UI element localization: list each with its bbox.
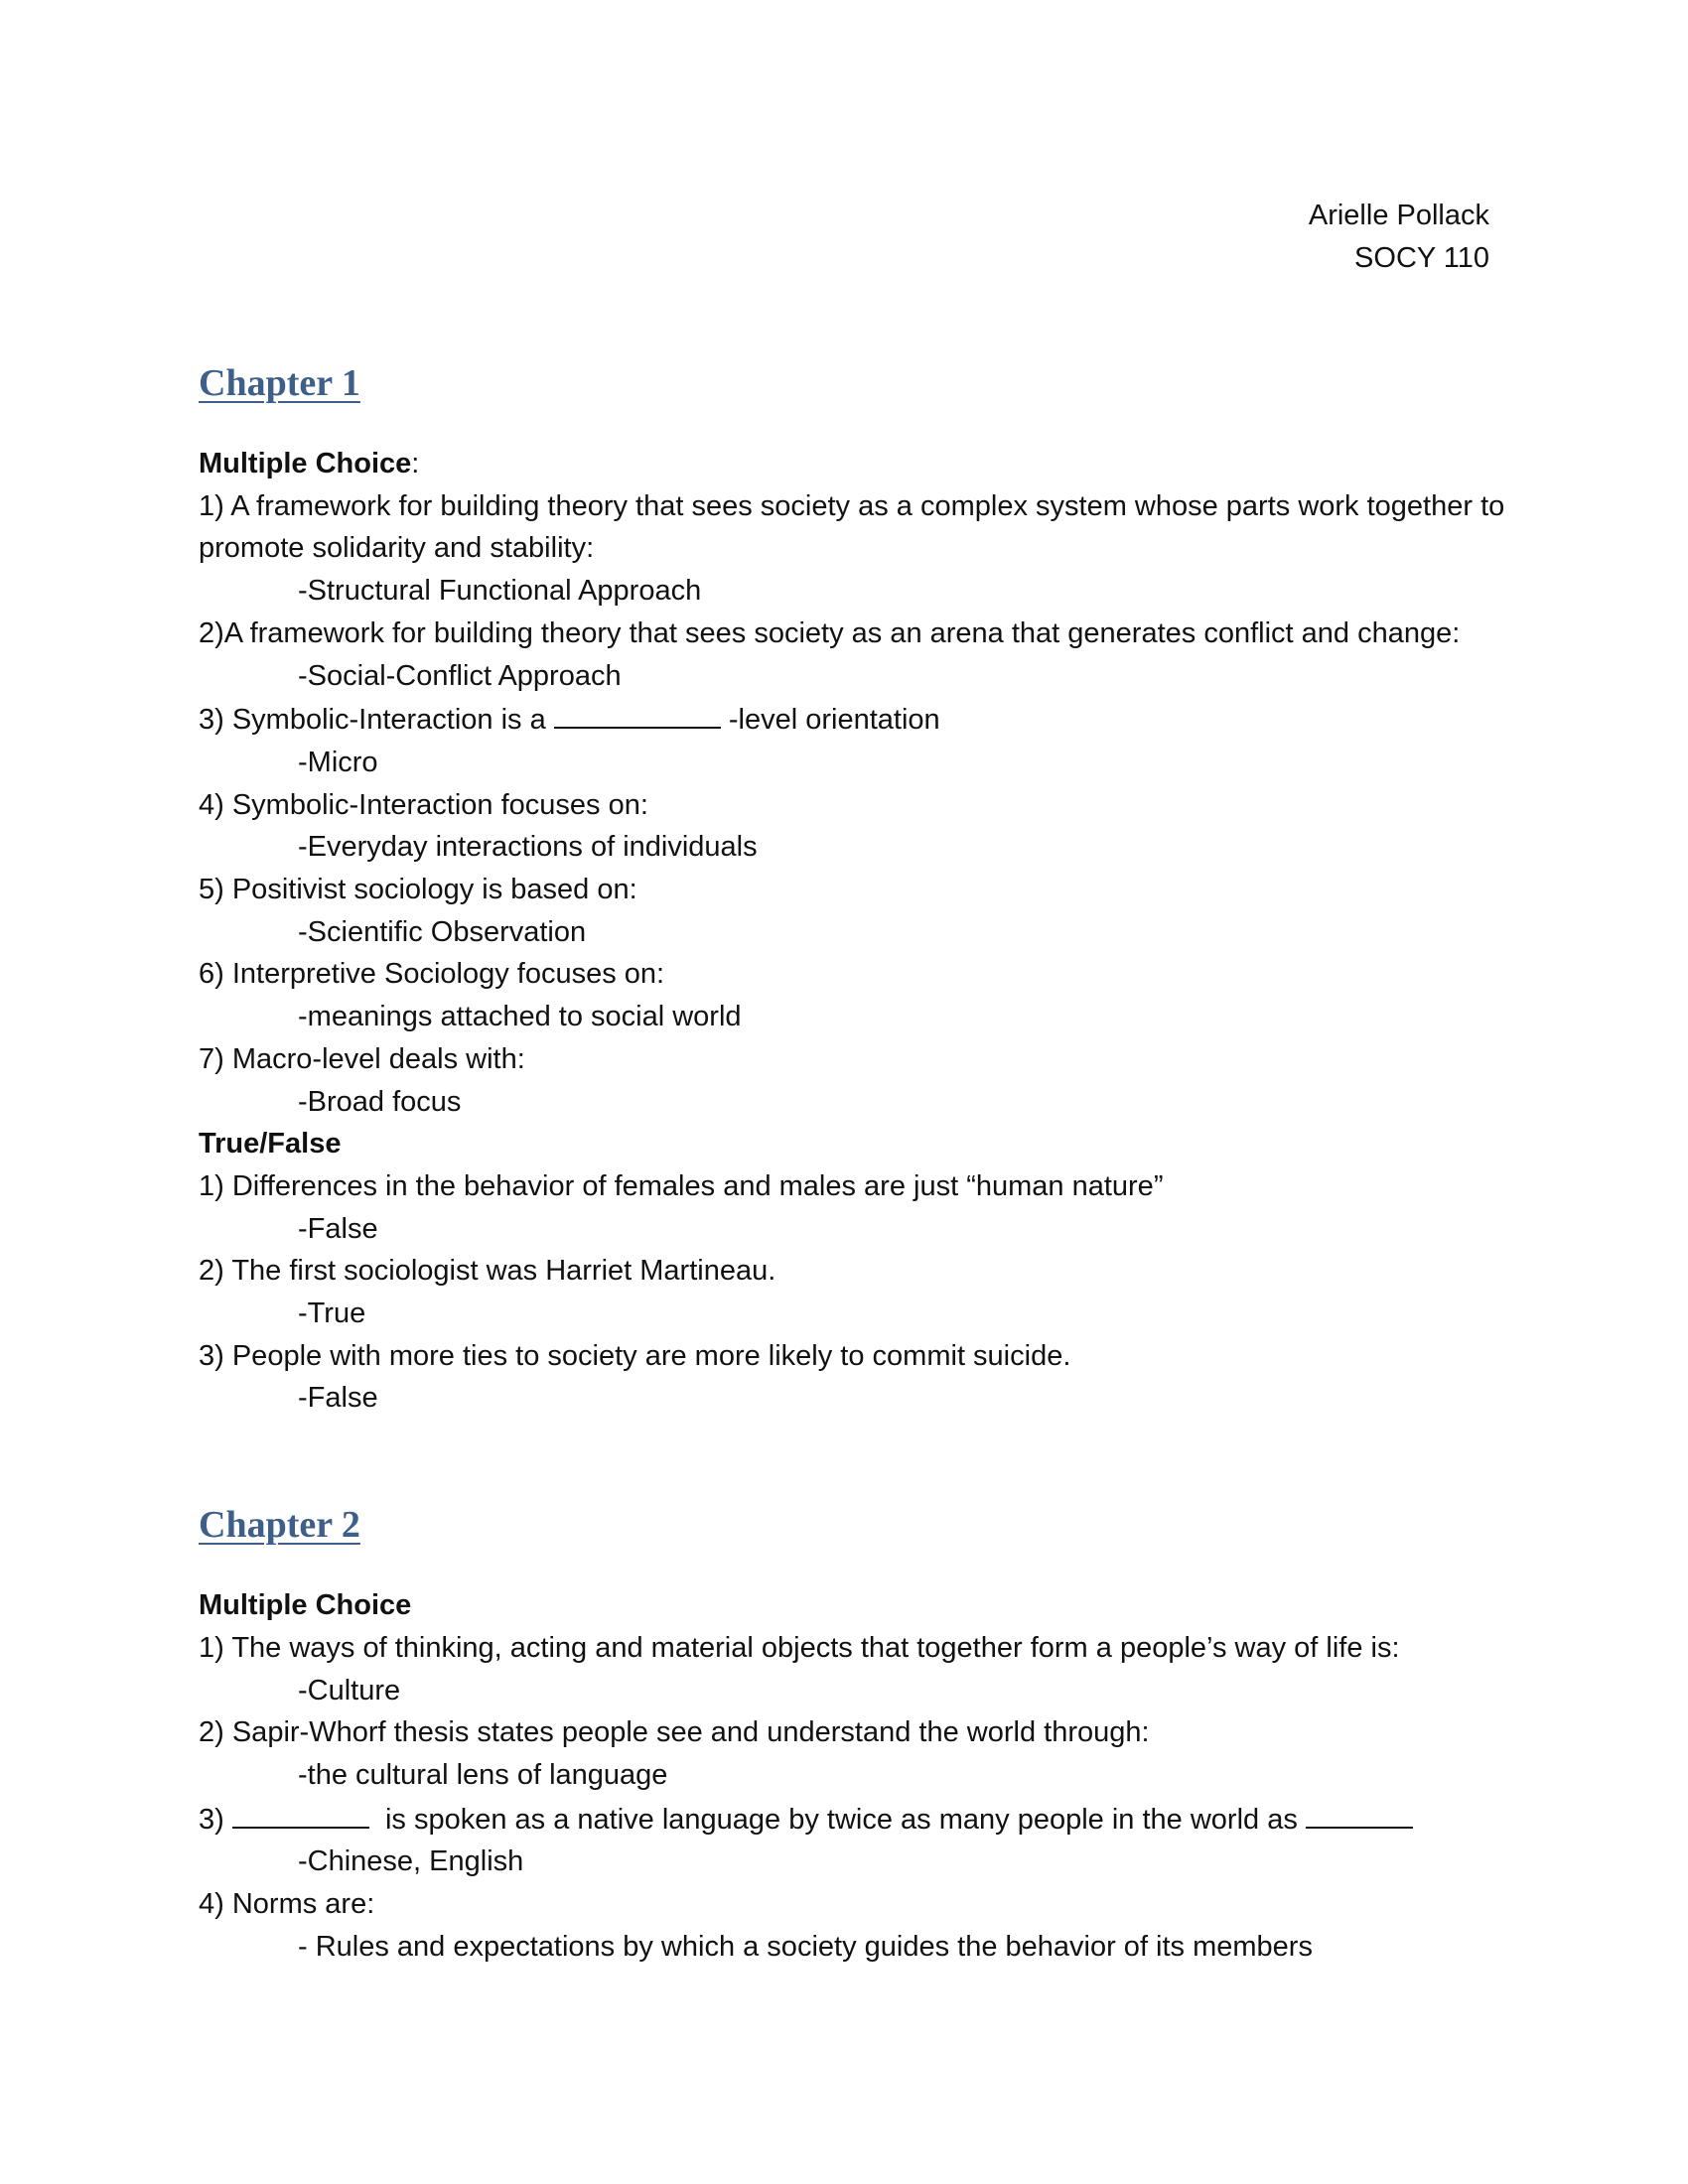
chapter-1-title: Chapter 1 [199,362,360,404]
ch1-question-1-line-2: promote solidarity and stability: [199,532,595,565]
ch1-tf-answer-3: -False [298,1382,378,1415]
ch2-answer-4: - Rules and expectations by which a society guides the behavior of its members [298,1930,1313,1963]
ch1-answer-7: -Broad focus [298,1085,462,1118]
ch1-tf-answer-1: -False [298,1212,378,1245]
ch1-answer-6: -meanings attached to social world [298,1001,742,1033]
chapter-1-mc-heading: Multiple Choice: [199,448,420,479]
ch1-answer-3: -Micro [298,746,378,778]
fill-in-blank [232,1797,369,1829]
ch1-question-3: 3) Symbolic-Interaction is a -level orientation [199,697,1489,742]
ch1-answer-4: -Everyday interactions of individuals [298,831,758,864]
chapter-2-section [199,1499,1489,1968]
chapter-2-title: Chapter 2 [199,1504,360,1547]
ch2-answer-2: -the cultural lens of language [298,1758,668,1791]
ch1-question-5: 5) Positivist sociology is based on: [199,874,637,906]
ch1-tf-question-1: 1) Differences in the behavior of females and males are just “human nature” [199,1169,1164,1202]
fill-in-blank [554,697,721,729]
ch1-question-1-line-1: 1) A framework for building theory that sees society as a complex system whose parts work together to [199,489,1505,522]
ch2-answer-3: -Chinese, English [298,1845,524,1878]
ch1-question-2: 2)A framework for building theory that sees society as an arena that generates conflict and change: [199,616,1461,649]
fill-in-blank [1306,1797,1413,1829]
ch2-question-1: 1) The ways of thinking, acting and material objects that together form a people’s way of life is: [199,1631,1400,1664]
ch2-answer-1: -Culture [298,1674,401,1706]
ch1-question-6: 6) Interpretive Sociology focuses on: [199,958,665,991]
ch2-question-3: 3) is spoken as a native language by twice as many people in the world as [199,1797,1489,1842]
ch1-tf-question-3: 3) People with more ties to society are more likely to commit suicide. [199,1339,1071,1372]
author-name: Arielle Pollack [1308,200,1489,231]
document-header [199,195,1489,280]
ch1-question-7: 7) Macro-level deals with: [199,1042,525,1075]
course-code: SOCY 110 [1354,242,1489,274]
ch1-answer-5: -Scientific Observation [298,915,587,948]
document-page [199,195,1505,1969]
chapter-2-mc-heading: Multiple Choice [199,1589,412,1622]
ch2-question-2: 2) Sapir-Whorf thesis states people see and understand the world through: [199,1716,1150,1749]
chapter-1-section [199,357,1505,1420]
ch1-tf-question-2: 2) The first sociologist was Harriet Martineau. [199,1255,776,1288]
chapter-1-tf-heading: True/False [199,1128,342,1160]
ch1-question-4: 4) Symbolic-Interaction focuses on: [199,788,648,821]
ch2-question-4: 4) Norms are: [199,1888,375,1921]
ch1-answer-1: -Structural Functional Approach [298,575,702,608]
ch1-tf-answer-2: -True [298,1297,366,1330]
ch1-answer-2: -Social-Conflict Approach [298,659,622,692]
